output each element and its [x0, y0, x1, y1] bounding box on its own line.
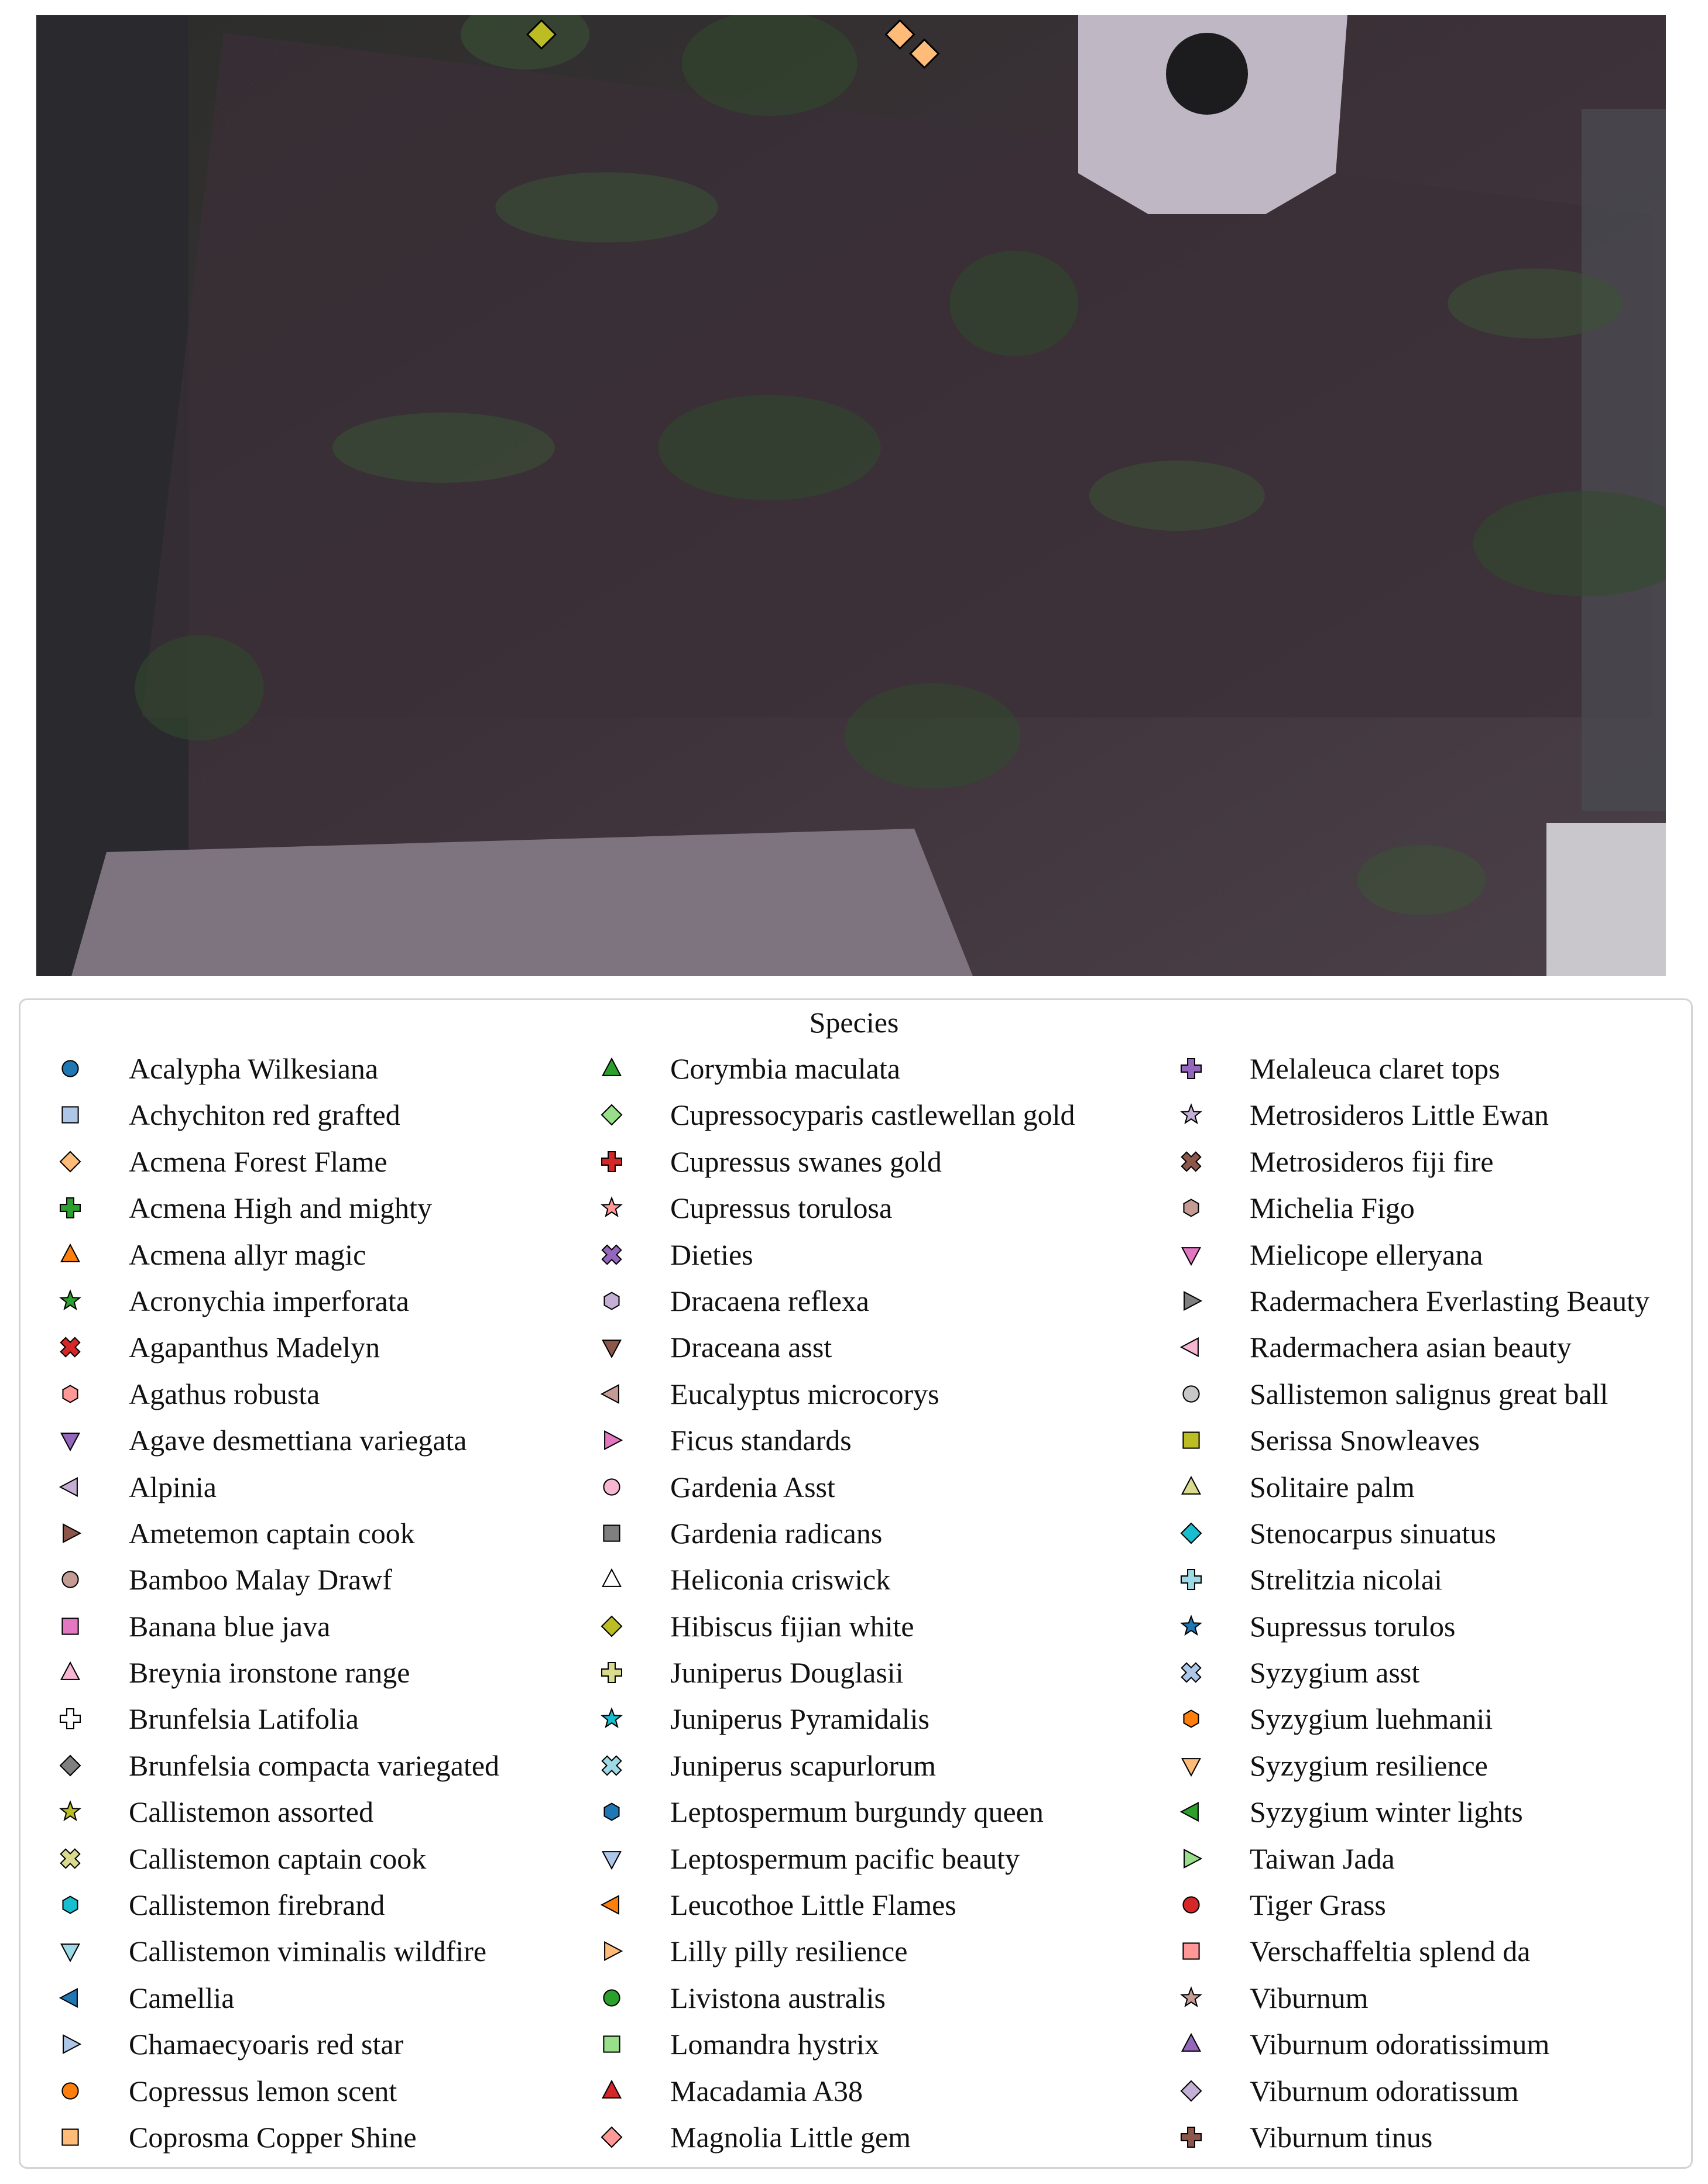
star-marker-icon: [594, 1189, 629, 1224]
legend-label: Hibiscus fijian white: [670, 1609, 914, 1643]
legend-label: Acmena Forest Flame: [129, 1145, 387, 1178]
legend-label: Brunfelsia compacta variegated: [129, 1749, 500, 1782]
legend-label: Juniperus scapurlorum: [670, 1749, 937, 1782]
plus-marker-icon: [594, 1654, 629, 1689]
vegetation-patch: [1089, 461, 1265, 531]
x-marker-icon: [594, 1236, 629, 1271]
diamond-marker-icon: [1174, 2072, 1209, 2107]
star-marker-icon: [53, 1282, 88, 1317]
legend-label: Callistemon assorted: [129, 1795, 373, 1829]
x-marker-icon: [594, 1747, 629, 1782]
hexagon-marker-icon: [594, 1793, 629, 1828]
plus-marker-icon: [594, 1143, 629, 1178]
legend-label: Supressus torulos: [1250, 1609, 1456, 1643]
legend-label: Callistemon captain cook: [129, 1842, 427, 1875]
legend-label: Agave desmettiana variegata: [129, 1424, 467, 1457]
star-marker-icon: [1174, 1608, 1209, 1643]
triangle-up-marker-icon: [594, 1561, 629, 1596]
legend-label: Michelia Figo: [1250, 1191, 1415, 1225]
legend-label: Lomandra hystrix: [670, 2028, 879, 2061]
star-marker-icon: [594, 1700, 629, 1735]
legend-label: Viburnum tinus: [1250, 2120, 1433, 2154]
legend-label: Ficus standards: [670, 1424, 852, 1457]
star-marker-icon: [53, 1793, 88, 1828]
legend-label: Acalypha Wilkesiana: [129, 1052, 379, 1085]
legend-label: Solitaire palm: [1250, 1470, 1415, 1503]
nursery-aerial-map: [36, 15, 1666, 976]
legend-label: Cupressus swanes gold: [670, 1145, 942, 1178]
legend-label: Metrosideros Little Ewan: [1250, 1098, 1549, 1132]
triangle-left-marker-icon: [594, 1886, 629, 1921]
circle-marker-icon: [594, 1468, 629, 1503]
legend-label: Callistemon viminalis wildfire: [129, 1935, 487, 1968]
triangle-down-marker-icon: [1174, 1236, 1209, 1271]
triangle-right-marker-icon: [1174, 1282, 1209, 1317]
square-marker-icon: [53, 1608, 88, 1643]
x-marker-icon: [53, 1328, 88, 1364]
triangle-left-marker-icon: [53, 1979, 88, 2014]
legend-label: Viburnum odoratissimum: [1250, 2028, 1550, 2061]
hexagon-marker-icon: [53, 1375, 88, 1410]
square-marker-icon: [1174, 1932, 1209, 1967]
legend-label: Callistemon firebrand: [129, 1888, 385, 1922]
legend-label: Mielicope elleryana: [1250, 1238, 1483, 1271]
legend-label: Achychiton red grafted: [129, 1098, 400, 1132]
plus-marker-icon: [53, 1189, 88, 1224]
square-marker-icon: [594, 2025, 629, 2061]
hexagon-marker-icon: [594, 1282, 629, 1317]
legend-label: Strelitzia nicolai: [1250, 1563, 1443, 1596]
legend-title: Species: [809, 1006, 899, 1039]
legend-label: Cupressus torulosa: [670, 1191, 893, 1225]
legend-label: Viburnum odoratissum: [1250, 2074, 1519, 2107]
diamond-marker-icon: [594, 1608, 629, 1643]
plus-marker-icon: [53, 1700, 88, 1735]
hexagon-marker-icon: [1174, 1700, 1209, 1735]
star-marker-icon: [1174, 1096, 1209, 1131]
square-marker-icon: [1174, 1421, 1209, 1457]
diamond-marker-icon: [53, 1143, 88, 1178]
legend-label: Camellia: [129, 1981, 235, 2014]
hexagon-marker-icon: [53, 1886, 88, 1921]
legend-label: Gardenia Asst: [670, 1470, 835, 1503]
circle-marker-icon: [1174, 1886, 1209, 1921]
triangle-up-marker-icon: [53, 1654, 88, 1689]
legend-label: Syzygium winter lights: [1250, 1795, 1523, 1829]
legend-label: Magnolia Little gem: [670, 2120, 911, 2154]
legend-label: Ametemon captain cook: [129, 1516, 415, 1550]
triangle-down-marker-icon: [53, 1421, 88, 1457]
x-marker-icon: [53, 1840, 88, 1875]
legend-label: Alpinia: [129, 1470, 217, 1503]
plus-marker-icon: [1174, 1050, 1209, 1085]
greenhouse-roof: [1546, 823, 1666, 976]
legend-label: Livistona australis: [670, 1981, 886, 2014]
road-strip: [36, 15, 188, 976]
legend-label: Gardenia radicans: [670, 1516, 883, 1550]
legend-label: Acronychia imperforata: [129, 1284, 409, 1317]
diamond-marker-icon: [594, 1096, 629, 1131]
legend-label: Syzygium luehmanii: [1250, 1702, 1493, 1736]
triangle-down-marker-icon: [53, 1932, 88, 1967]
triangle-right-marker-icon: [53, 2025, 88, 2061]
legend-label: Syzygium resilience: [1250, 1749, 1488, 1782]
triangle-left-marker-icon: [1174, 1793, 1209, 1828]
triangle-left-marker-icon: [1174, 1328, 1209, 1364]
circle-marker-icon: [594, 1979, 629, 2014]
triangle-down-marker-icon: [1174, 1747, 1209, 1782]
circle-marker-icon: [53, 2072, 88, 2107]
legend-label: Juniperus Douglasii: [670, 1656, 904, 1689]
diamond-marker-icon: [594, 2118, 629, 2154]
vegetation-patch: [135, 635, 263, 740]
legend-label: Juniperus Pyramidalis: [670, 1702, 930, 1736]
vegetation-patch: [949, 251, 1078, 356]
triangle-down-marker-icon: [594, 1328, 629, 1364]
greenhouse-side: [1582, 109, 1666, 811]
vegetation-patch: [845, 684, 1020, 789]
paved-area: [71, 829, 973, 976]
legend-label: Agathus robusta: [129, 1377, 320, 1410]
legend-label: Agapanthus Madelyn: [129, 1331, 380, 1364]
diamond-marker-icon: [1174, 1515, 1209, 1550]
vegetation-patch: [658, 395, 881, 500]
plus-marker-icon: [1174, 1561, 1209, 1596]
legend-label: Radermachera asian beauty: [1250, 1331, 1572, 1364]
building-hub: [1166, 33, 1248, 115]
triangle-left-marker-icon: [594, 1375, 629, 1410]
square-marker-icon: [594, 1515, 629, 1550]
vegetation-patch: [495, 172, 718, 242]
legend-label: Draceana asst: [670, 1331, 832, 1364]
triangle-left-marker-icon: [53, 1468, 88, 1503]
vegetation-patch: [682, 15, 858, 116]
triangle-up-marker-icon: [594, 1050, 629, 1085]
hexagon-marker-icon: [1174, 1189, 1209, 1224]
diamond-marker-icon: [53, 1747, 88, 1782]
triangle-right-marker-icon: [1174, 1840, 1209, 1875]
legend-label: Dieties: [670, 1238, 753, 1271]
legend-label: Brunfelsia Latifolia: [129, 1702, 359, 1736]
vegetation-patch: [332, 413, 555, 483]
triangle-right-marker-icon: [53, 1515, 88, 1550]
x-marker-icon: [1174, 1654, 1209, 1689]
legend-label: Acmena allyr magic: [129, 1238, 366, 1271]
plus-marker-icon: [1174, 2118, 1209, 2154]
legend-label: Heliconia criswick: [670, 1563, 891, 1596]
legend-label: Corymbia maculata: [670, 1052, 900, 1085]
triangle-up-marker-icon: [1174, 1468, 1209, 1503]
legend-label: Leucothoe Little Flames: [670, 1888, 956, 1922]
legend-label: Serissa Snowleaves: [1250, 1424, 1480, 1457]
legend-label: Chamaecyoaris red star: [129, 2028, 404, 2061]
legend-label: Viburnum: [1250, 1981, 1369, 2014]
circle-marker-icon: [53, 1050, 88, 1085]
legend-label: Leptospermum pacific beauty: [670, 1842, 1020, 1875]
star-marker-icon: [1174, 1979, 1209, 2014]
legend-label: Coprosma Copper Shine: [129, 2120, 417, 2154]
legend-label: Metrosideros fiji fire: [1250, 1145, 1494, 1178]
legend-label: Melaleuca claret tops: [1250, 1052, 1500, 1085]
legend-label: Breynia ironstone range: [129, 1656, 410, 1689]
triangle-up-marker-icon: [1174, 2025, 1209, 2061]
legend-label: Radermachera Everlasting Beauty: [1250, 1284, 1650, 1317]
legend-label: Tiger Grass: [1250, 1888, 1386, 1922]
legend-label: Eucalyptus microcorys: [670, 1377, 939, 1410]
triangle-down-marker-icon: [594, 1840, 629, 1875]
square-marker-icon: [53, 1096, 88, 1131]
legend-label: Cupressocyparis castlewellan gold: [670, 1098, 1075, 1132]
triangle-right-marker-icon: [594, 1421, 629, 1457]
legend-label: Stenocarpus sinuatus: [1250, 1516, 1496, 1550]
legend-label: Sallistemon salignus great ball: [1250, 1377, 1608, 1410]
legend-label: Lilly pilly resilience: [670, 1935, 908, 1968]
legend-label: Verschaffeltia splend da: [1250, 1935, 1531, 1968]
legend-label: Taiwan Jada: [1250, 1842, 1395, 1875]
legend-label: Dracaena reflexa: [670, 1284, 869, 1317]
vegetation-patch: [1357, 845, 1486, 915]
x-marker-icon: [1174, 1143, 1209, 1178]
legend-label: Leptospermum burgundy queen: [670, 1795, 1044, 1829]
triangle-up-marker-icon: [594, 2072, 629, 2107]
legend-label: Syzygium asst: [1250, 1656, 1420, 1689]
legend-label: Acmena High and mighty: [129, 1191, 432, 1225]
circle-marker-icon: [53, 1561, 88, 1596]
legend-label: Copressus lemon scent: [129, 2074, 397, 2107]
triangle-up-marker-icon: [53, 1236, 88, 1271]
vegetation-patch: [1448, 269, 1623, 339]
legend-label: Banana blue java: [129, 1609, 331, 1643]
triangle-right-marker-icon: [594, 1932, 629, 1967]
circle-marker-icon: [1174, 1375, 1209, 1410]
square-marker-icon: [53, 2118, 88, 2154]
legend-label: Macadamia A38: [670, 2074, 863, 2107]
legend-label: Bamboo Malay Drawf: [129, 1563, 392, 1596]
